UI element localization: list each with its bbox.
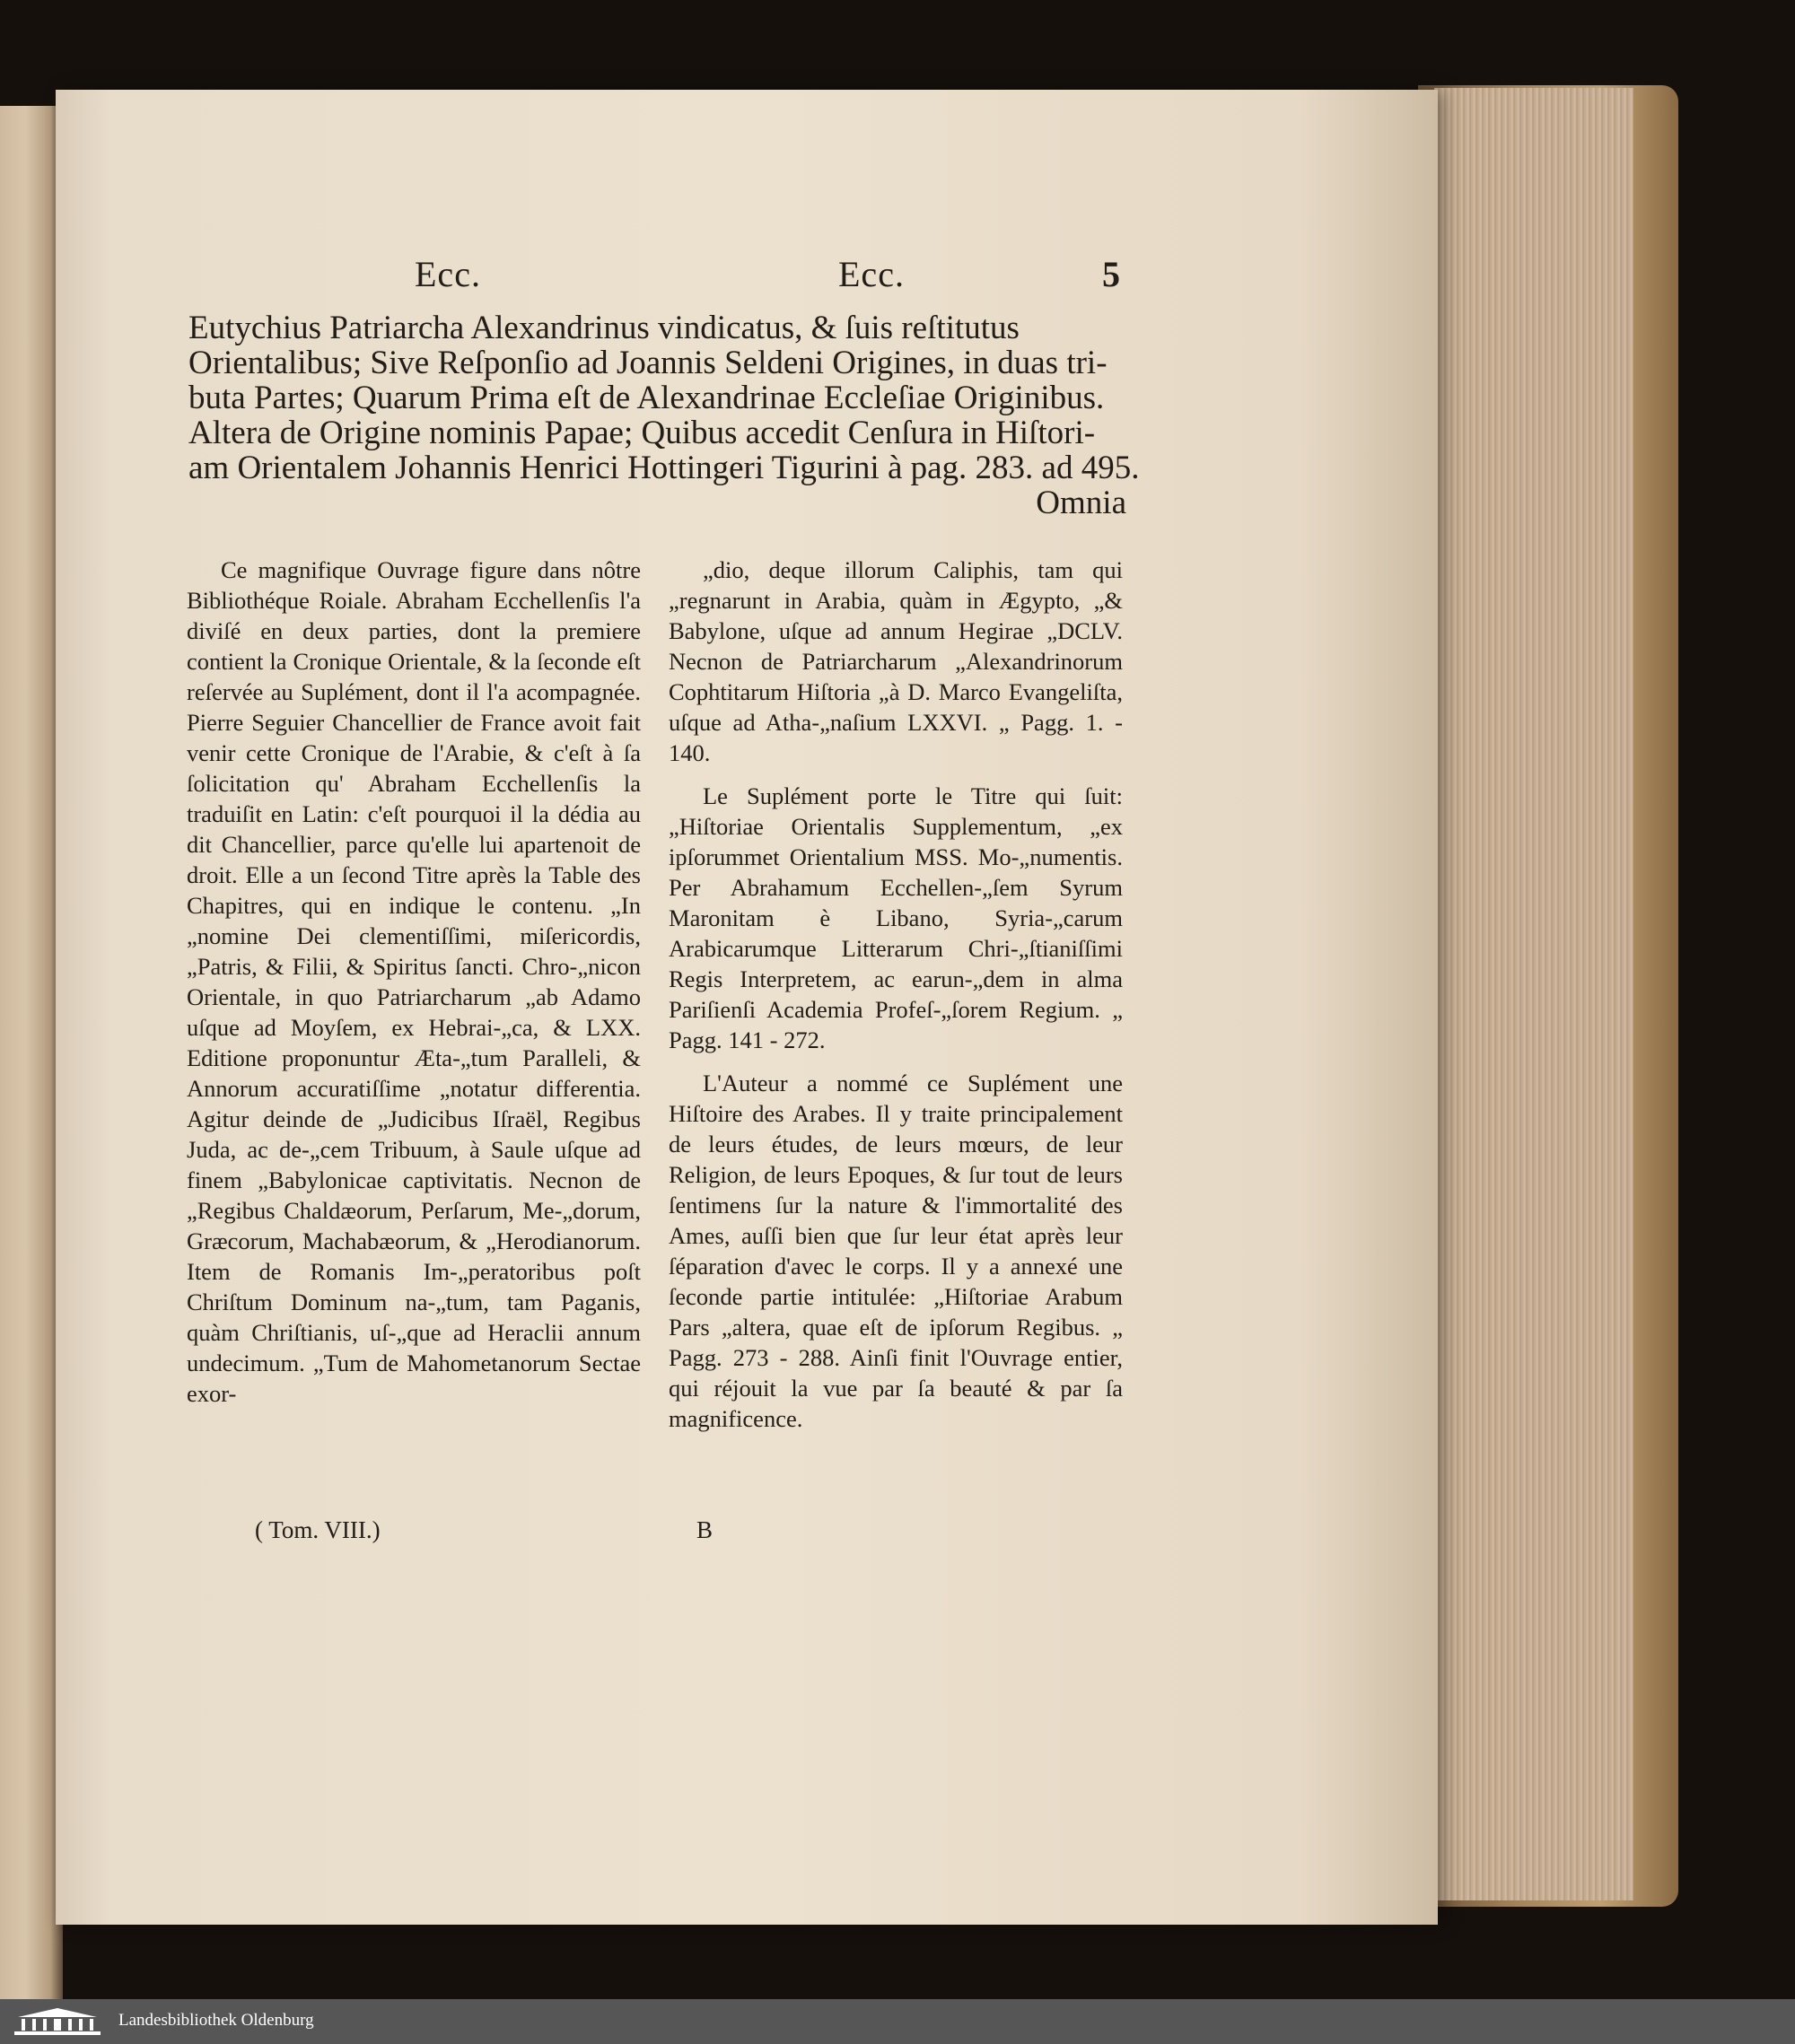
- title-line: Altera de Origine nominis Papae; Quibus accedit Cenſura in Hiſtori-: [188, 415, 1096, 451]
- page-number: 5: [1102, 254, 1121, 294]
- left-column: [187, 555, 641, 1421]
- title-catchword: Omnia: [1036, 485, 1126, 521]
- right-column: [669, 555, 1123, 1446]
- signature-mark: B: [696, 1516, 714, 1543]
- running-head-center: Ecc.: [838, 254, 905, 294]
- title-line: Orientalibus; Sive Reſponſio ad Joannis Seldeni Origines, in duas tri-: [188, 345, 1108, 381]
- left-page-edge: [0, 106, 63, 1999]
- running-head-left: Ecc.: [415, 254, 481, 294]
- title-line: Eutychius Patriarcha Alexandrinus vindicatus, & ſuis reſtitutus: [188, 310, 1020, 346]
- paragraph: L'Auteur a nommé ce Suplément une Hiſtoire des Arabes. Il y traite principalement de leurs études, de leurs mœurs, de leur Religion, de leurs Epoques, & ſur tout de leurs ſentimens ſur la nature & l'immortalité des Ames, auſſi bien que ſur leur état après leur ſéparation d'avec le corps. Il y a annexé une ſeconde partie intitulée: „Hiſtoriae Arabum Pars „altera, quae eſt de ipſorum Regibus. „ Pagg. 273 - 288. Ainſi finit l'Ouvrage entier, qui réjouit la vue par ſa beauté & par ſa magnificence.: [669, 1070, 1123, 1432]
- library-building-icon: [13, 2006, 102, 2037]
- paragraph: Le Suplément porte le Titre qui ſuit: „Hiſtoriae Orientalis Supplementum, „ex ipſorummet Orientalium MSS. Mo-„numentis. Per Abrahamum Ecchellen-„ſem Syrum Maronitam è Libano, Syria-„carum Arabicarumque Litterarum Chri-„ſtianiſſimi Regis Interpretem, ac earun-„dem in alma Pariſienſi Academia Profeſ-„ſorem Regium. „ Pagg. 141 - 272.: [669, 782, 1123, 1053]
- entry-title: [188, 310, 1140, 521]
- paragraph: Ce magnifique Ouvrage figure dans nôtre Bibliothéque Roiale. Abraham Ecchellenſis l'a diviſé en deux parties, dont la premiere contient la Cronique Orientale, & la ſeconde eſt reſervée au Suplément, dont il l'a acompagnée. Pierre Seguier Chancellier de France avoit fait venir cette Cronique de l'Arabie, & c'eſt à ſa ſolicitation qu' Abraham Ecchellenſis la traduiſit en Latin: c'eſt pourquoi il la dédia au dit Chancellier, parce qu'elle lui apartenoit de droit. Elle a un ſecond Titre après la Table des Chapitres, qui en indique le contenu. „In „nomine Dei clementiſſimi, miſericordis, „Patris, & Filii, & Spiritus ſancti. Chro-„nicon Orientale, in quo Patriarcharum „ab Adamo uſque ad Moyſem, ex Hebrai-„ca, & LXX. Editione proponuntur Æta-„tum Paralleli, & Annorum accuratiſſime „notatur differentia. Agitur deinde de „Judicibus Iſraël, Regibus Juda, ac de-„cem Tribuum, à Saule uſque ad finem „Babylonicae captivitatis. Necnon de „Regibus Chaldæorum, Perſarum, Me-„dorum, Græcorum, Machabæorum, & „Herodianorum. Item de Romanis Im-„peratoribus poſt Chriſtum Dominum na-„tum, tam Paganis, quàm Chriſtianis, uſ-„que ad Heraclii annum undecimum. „Tum de Mahometanorum Sectae exor-: [187, 556, 641, 1407]
- footer-label: Landesbibliothek Oldenburg: [118, 2011, 314, 2030]
- title-line: buta Partes; Quarum Prima eſt de Alexandrinae Eccleſiae Originibus.: [188, 380, 1105, 416]
- paragraph: „dio, deque illorum Caliphis, tam qui „regnarunt in Arabia, quàm in Ægypto, „& Babylone, uſque ad annum Hegirae „DCLV. Necnon de Patriarcharum „Alexandrinorum Cophtitarum Hiſtoria „à D. Marco Evangeliſta, uſque ad Atha-„naſium LXXVI. „ Pagg. 1. - 140.: [669, 556, 1123, 766]
- viewer-footer: [0, 1999, 1795, 2044]
- volume-note: ( Tom. VIII.): [255, 1516, 381, 1543]
- page-edges: [1434, 88, 1633, 1900]
- title-line: am Orientalem Johannis Henrici Hottingeri Tigurini à pag. 283. ad 495.: [188, 450, 1140, 486]
